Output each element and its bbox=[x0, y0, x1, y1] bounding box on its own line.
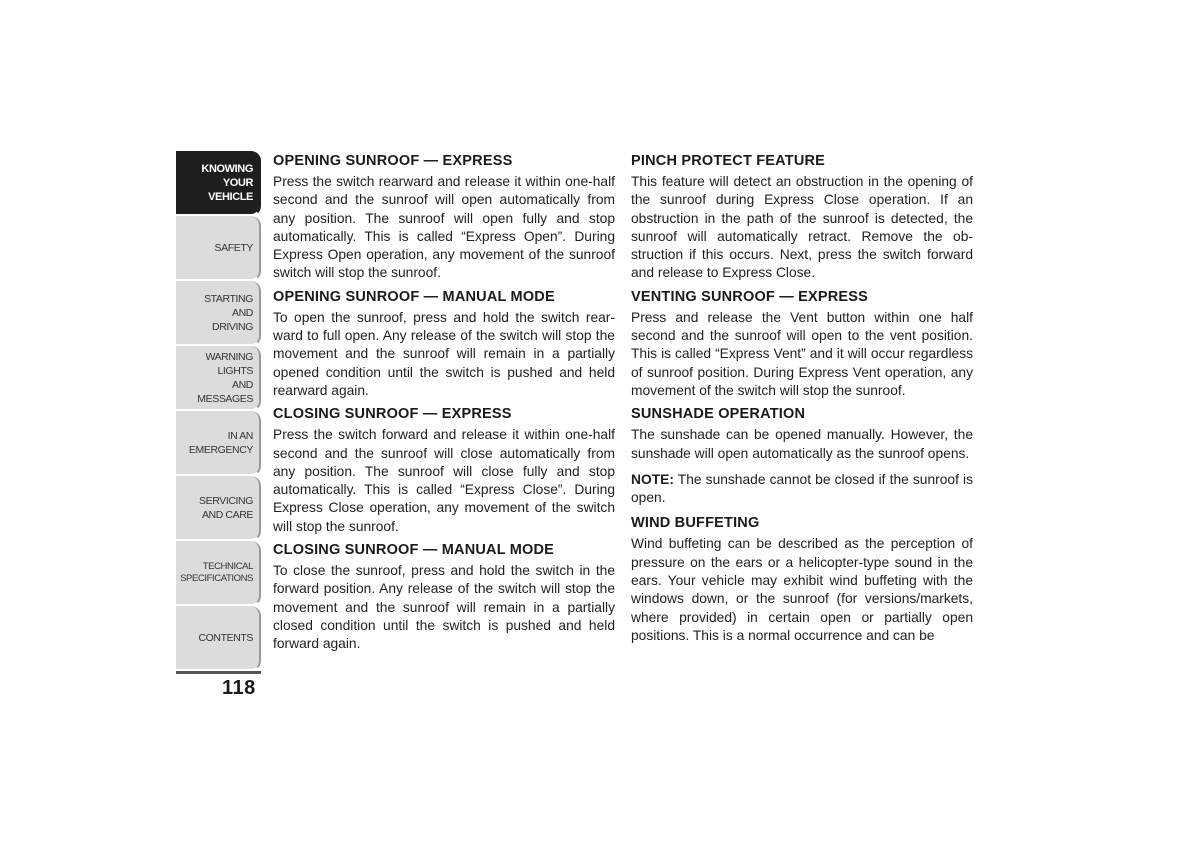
section-sunshade bbox=[631, 404, 973, 463]
right-column bbox=[631, 151, 973, 649]
section-heading: VENTING SUNROOF — EXPRESS bbox=[631, 288, 869, 305]
note-paragraph bbox=[631, 471, 973, 508]
section-body: Press the switch forward and release it within one-half second and the sunroof will close automatically from any position. The sunroof will close fully and stop automatically. This is called “Express Close”. During Express Close operation, any movement of the switch will stop the sunroof. bbox=[273, 427, 615, 534]
section-body: This feature will detect an obstruction in the opening of the sunroof during Express Close operation. If an obstruction in the path of the sunroof is detected, the sunroof will automatically retract. Remove the ob-struction if this occurs. Next, press the switch forward and release to Express Close. bbox=[631, 174, 973, 281]
section-heading: OPENING SUNROOF — MANUAL MODE bbox=[273, 288, 555, 305]
section-opening-manual bbox=[273, 287, 615, 400]
tab-safety[interactable]: SAFETY bbox=[176, 216, 261, 281]
section-heading: SUNSHADE OPERATION bbox=[631, 406, 806, 423]
chapter-tabs bbox=[176, 151, 261, 674]
section-heading: CLOSING SUNROOF — MANUAL MODE bbox=[273, 542, 555, 559]
section-body: The sunshade can be opened manually. However, the sunshade will open automatically as the sunroof opens. bbox=[631, 427, 973, 461]
section-body: Press the switch rearward and release it within one-half second and the sunroof will open automatically from any position. The sunroof will open fully and stop automatically. This is called “Express Open”. During Express Open operation, any movement of the sunroof switch will stop the sunroof. bbox=[273, 174, 615, 281]
section-body: To open the sunroof, press and hold the switch rear-ward to full open. Any release of the switch will stop the movement and the sunroof will remain in a partially opened condition until the switch is pushed and held rearward again. bbox=[273, 309, 615, 398]
section-heading: WIND BUFFETING bbox=[631, 515, 760, 532]
section-closing-manual bbox=[273, 540, 615, 653]
section-heading: PINCH PROTECT FEATURE bbox=[631, 153, 826, 169]
section-body: Press and release the Vent button within one half second and the sunroof will open to the vent position. This is called “Express Vent” and it will occur regardless of sunroof position. During Express Vent operation, any movement of the switch will stop the sunroof. bbox=[631, 309, 973, 398]
section-body: Wind buffeting can be described as the perception of pressure on the ears or a helicopter-type sound in the ears. Your vehicle may exhibit wind buffeting with the windows down, or the sunroof (for versions/markets, where provided) in certain open or partially open positions. This is a normal occurrence and can be bbox=[631, 536, 973, 643]
tab-knowing-your-vehicle[interactable]: KNOWING YOUR VEHICLE bbox=[176, 151, 261, 216]
section-heading: OPENING SUNROOF — EXPRESS bbox=[273, 153, 513, 169]
note-label: NOTE: bbox=[631, 471, 674, 487]
section-body: To close the sunroof, press and hold the switch in the forward position. Any release of the switch will stop the movement and the sunroof will remain in a partially closed condition until the switch is pushed and held forward again. bbox=[273, 563, 615, 652]
tab-servicing-and-care[interactable]: SERVICING AND CARE bbox=[176, 476, 261, 541]
section-venting-express bbox=[631, 287, 973, 400]
tab-technical-specifications[interactable]: TECHNICAL SPECIFICATIONS bbox=[176, 541, 261, 606]
tab-in-an-emergency[interactable]: IN AN EMERGENCY bbox=[176, 411, 261, 476]
section-heading: CLOSING SUNROOF — EXPRESS bbox=[273, 406, 512, 423]
section-closing-express bbox=[273, 404, 615, 536]
tabs-divider bbox=[176, 671, 261, 674]
page-number: 118 bbox=[222, 677, 256, 699]
section-pinch-protect bbox=[631, 151, 973, 283]
note-text: The sunshade cannot be closed if the sunroof is open. bbox=[631, 471, 973, 506]
left-column bbox=[273, 151, 615, 658]
section-opening-express bbox=[273, 151, 615, 283]
tab-contents[interactable]: CONTENTS bbox=[176, 606, 261, 671]
tab-warning-lights-and-messages[interactable]: WARNING LIGHTS AND MESSAGES bbox=[176, 346, 261, 411]
tab-starting-and-driving[interactable]: STARTING AND DRIVING bbox=[176, 281, 261, 346]
section-wind-buffeting bbox=[631, 513, 973, 645]
